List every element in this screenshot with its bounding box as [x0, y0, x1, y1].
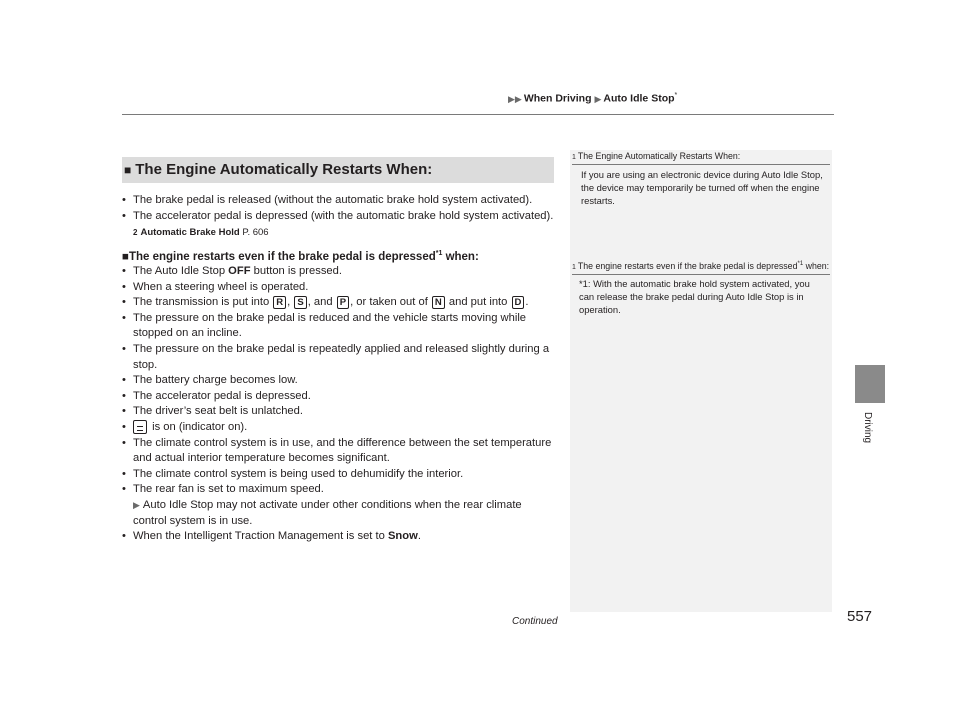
front-defroster-icon — [133, 420, 147, 434]
list-item: • The climate control system is being used to dehumidify the interior. — [122, 467, 558, 483]
subsection-marker: ■ — [122, 251, 129, 264]
list-item — [122, 529, 558, 545]
chapter-label: Driving — [862, 412, 873, 444]
item-text: , — [287, 296, 294, 309]
section-title — [122, 157, 554, 183]
cross-reference[interactable] — [122, 227, 558, 238]
header-rule — [122, 114, 834, 115]
gear-key-d: D — [512, 296, 525, 309]
item-text: The transmission is put into — [133, 296, 273, 309]
item-text: button is pressed. — [250, 265, 342, 278]
restart-conditions-list — [122, 193, 558, 224]
gear-key-n: N — [432, 296, 445, 309]
note-heading-suffix: when: — [803, 261, 830, 271]
list-item: • The brake pedal is released (without the automatic brake hold system activated). — [122, 193, 558, 209]
note-heading-1 — [572, 151, 740, 161]
note-heading-text: The Engine Automatically Restarts When: — [577, 151, 741, 161]
list-note — [122, 498, 558, 529]
note-rule-2 — [572, 274, 830, 275]
note-body-1: If you are using an electronic device during Auto Idle Stop, the device may temporarily be turned off when the engine restarts. — [581, 169, 823, 207]
chapter-tab — [855, 365, 885, 403]
note-rule-1 — [572, 164, 830, 165]
list-item — [122, 420, 558, 436]
note-number: 1 — [572, 154, 576, 161]
breadcrumb-arrow-icon: ▶ — [594, 93, 602, 104]
list-item: • The pressure on the brake pedal is repeatedly applied and released slightly during a stop. — [122, 342, 558, 373]
note-heading-text: The engine restarts even if the brake pedal is depressed — [577, 261, 798, 271]
list-item: • The battery charge becomes low. — [122, 373, 558, 389]
list-item: • The pressure on the brake pedal is reduced and the vehicle starts moving while stopped on an incline. — [122, 311, 558, 342]
note-number: 1 — [572, 264, 576, 271]
item-text: . — [417, 530, 421, 543]
off-button-label: OFF — [228, 265, 251, 278]
note-body-2: *1: With the automatic brake hold system activated, you can release the brake pedal during Auto Idle Stop is in operation. — [579, 278, 810, 316]
breadcrumb-item-1: When Driving — [523, 92, 592, 105]
section-marker: ■ — [124, 163, 132, 177]
subsection-heading-text: The engine restarts even if the brake pedal is depressed — [128, 251, 436, 264]
note-arrow-icon: ▶ — [133, 499, 140, 510]
notes-panel — [570, 150, 832, 612]
item-text: , or taken out of — [350, 296, 431, 309]
reference-label[interactable]: Automatic Brake Hold — [140, 227, 240, 239]
list-item: • The driver’s seat belt is unlatched. — [122, 404, 558, 420]
note-heading-2 — [572, 261, 829, 271]
reference-arrow-icon: 2 — [133, 228, 138, 238]
gear-key-p: P — [337, 296, 349, 309]
list-item: • The rear fan is set to maximum speed. — [122, 482, 558, 498]
item-text: , and — [307, 296, 336, 309]
list-item: • When a steering wheel is operated. — [122, 280, 558, 296]
item-text: When the Intelligent Traction Management is set to — [133, 530, 388, 543]
breadcrumb — [508, 92, 677, 105]
gear-key-s: S — [294, 296, 306, 309]
snow-mode-label: Snow — [387, 530, 418, 543]
item-text: and put into — [445, 296, 511, 309]
list-item: • The climate control system is in use, and the difference between the set temperature and actual interior temperature becomes significant. — [122, 436, 558, 467]
list-item — [122, 295, 558, 311]
list-item — [122, 264, 558, 280]
page-number: 557 — [847, 608, 873, 625]
reference-page: P. 606 — [242, 227, 269, 239]
item-text: is on (indicator on). — [149, 420, 248, 433]
item-text: . — [525, 296, 529, 309]
breadcrumb-arrow-icon: ▶▶ — [508, 93, 522, 104]
subsection-heading — [122, 250, 558, 263]
gear-key-r: R — [273, 296, 286, 309]
footnote-ref: *1 — [797, 261, 804, 268]
main-content — [122, 150, 558, 545]
subsection-heading-suffix: when: — [442, 251, 479, 264]
footnote-ref: *1 — [435, 250, 443, 258]
list-item: • The accelerator pedal is depressed. — [122, 389, 558, 405]
list-item: • The accelerator pedal is depressed (with the automatic brake hold system activated). — [122, 209, 558, 225]
note-text: Auto Idle Stop may not activate under other conditions when the rear climate control system is in use. — [133, 498, 522, 527]
section-title-text: The Engine Automatically Restarts When: — [135, 161, 433, 178]
item-text: The Auto Idle Stop — [133, 265, 229, 278]
breadcrumb-star: * — [674, 92, 678, 99]
continued-label: Continued — [512, 616, 558, 627]
breadcrumb-item-2: Auto Idle Stop — [603, 92, 675, 105]
restart-even-if-list — [122, 264, 558, 545]
